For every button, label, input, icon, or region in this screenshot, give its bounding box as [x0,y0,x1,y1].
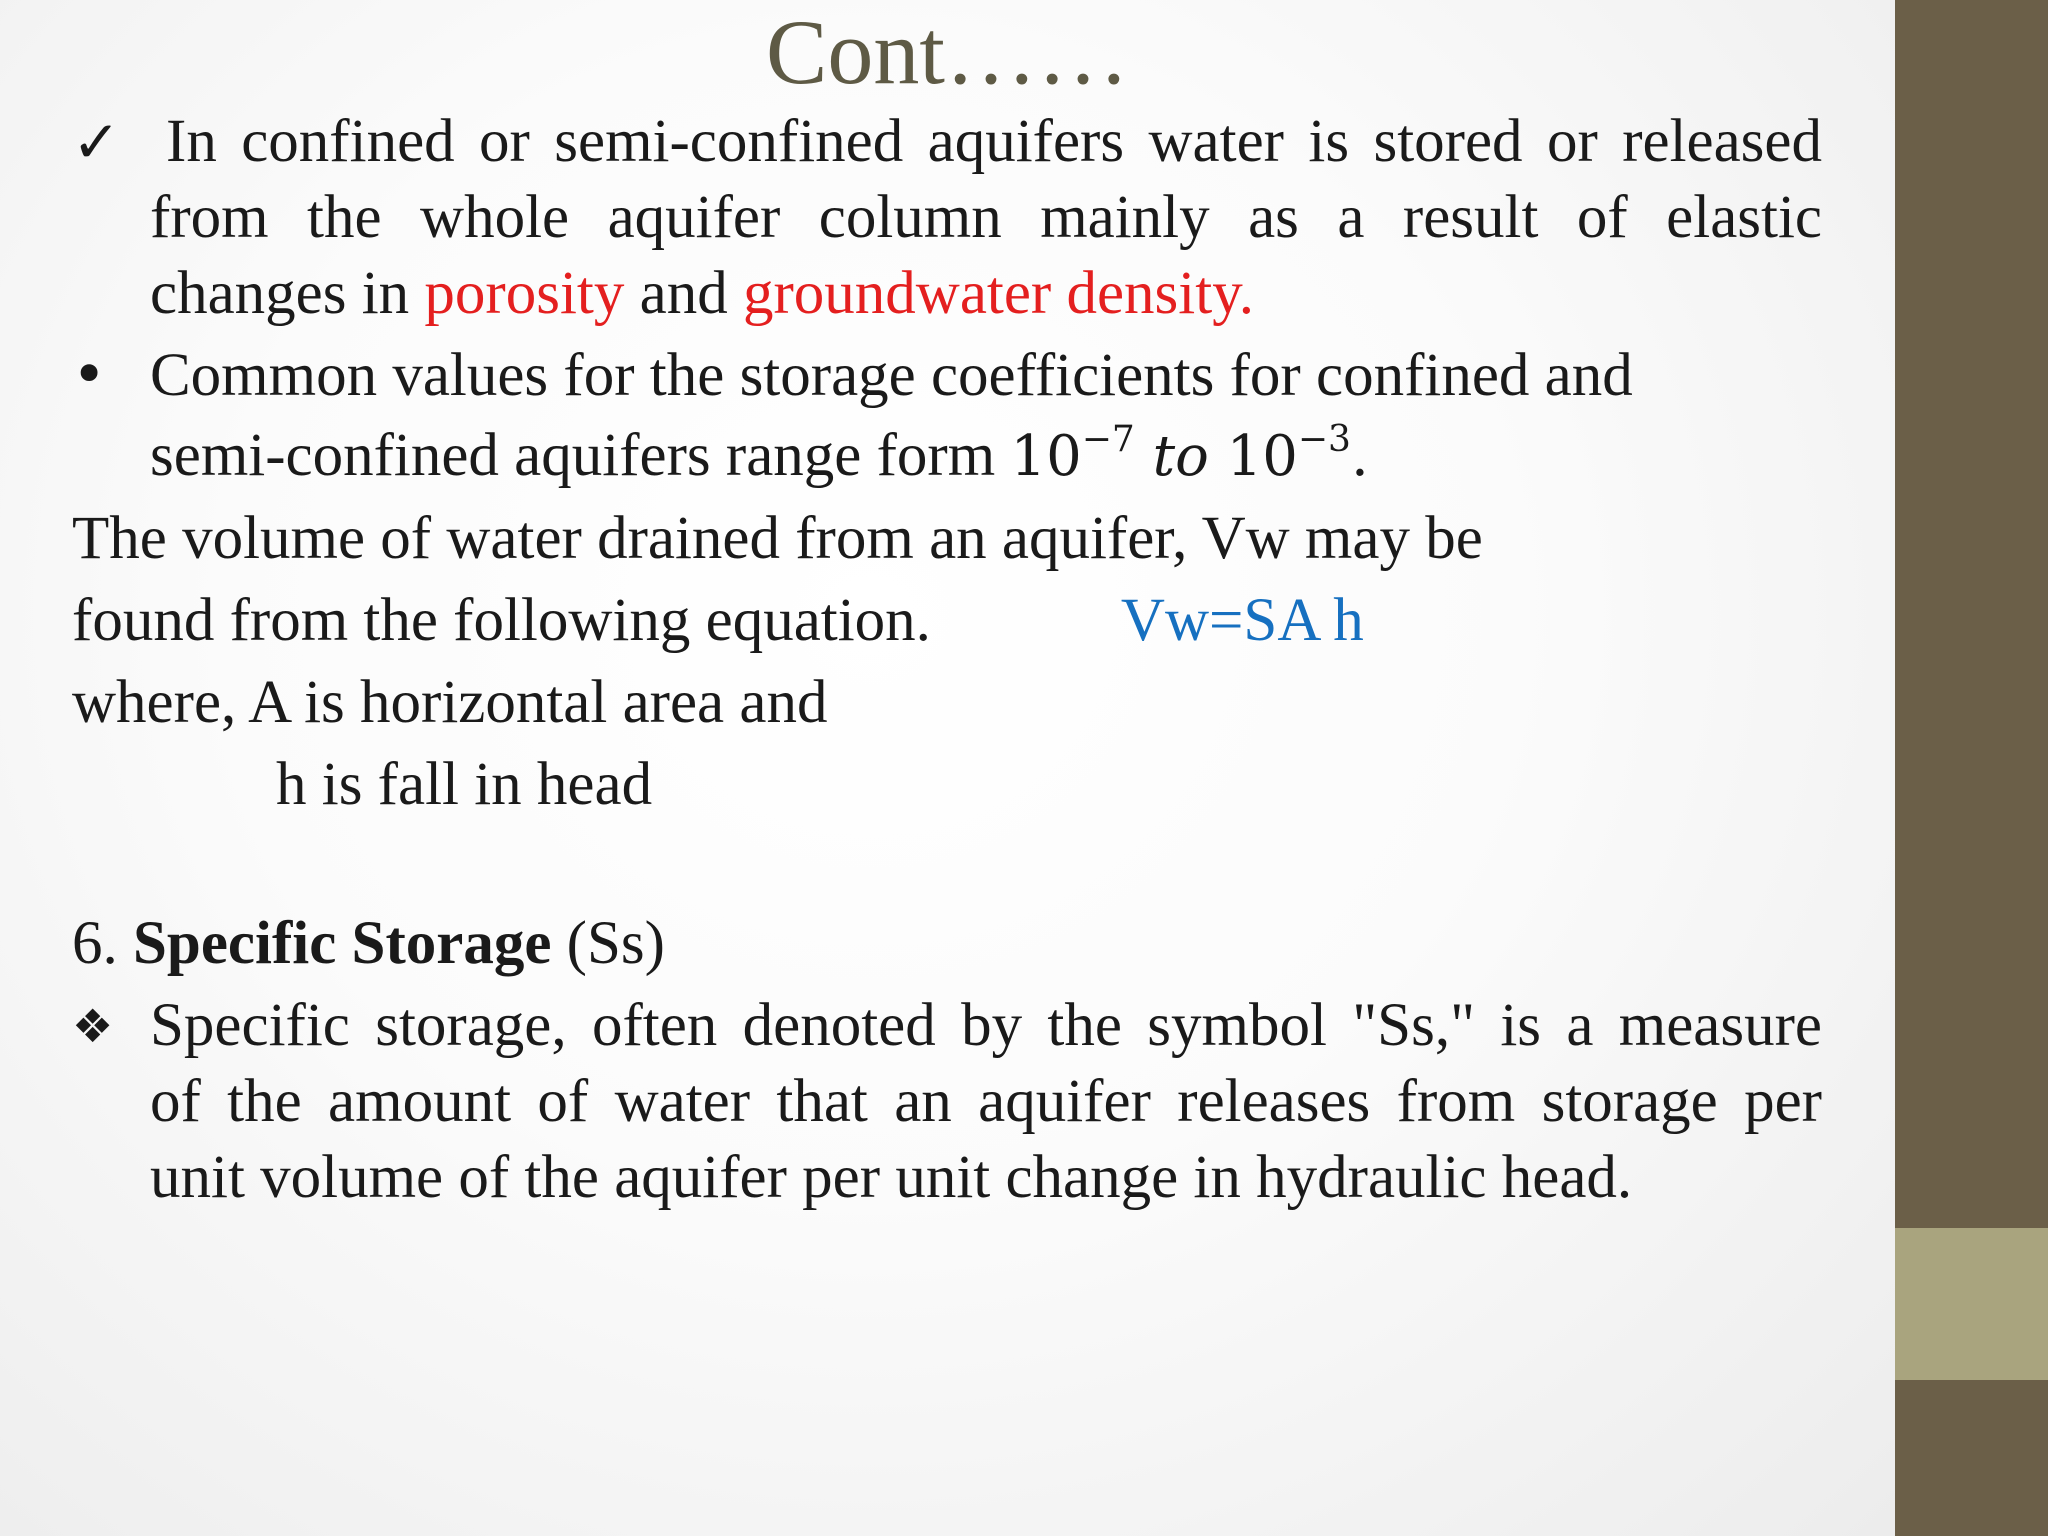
side-stripe-light [1895,1228,2048,1380]
bullet3-line2: of the amount of water that an aquifer releases from storage per [150,1068,1822,1135]
side-stripe-dark-top [1895,0,2048,1228]
bullet3-line1: Specific storage, often denoted by the symbol "Ss," is a measure [150,992,1822,1059]
volume-paragraph [72,498,1852,826]
volume-equation: Vw=SA h [1120,587,1364,654]
checkmark-icon: ✓ [72,108,121,176]
bullet-confined-storage [150,104,1822,332]
bullet2-line2: semi-confined aquifers range form $10^{-7}$ to $10^{-3}$. [150,419,1369,489]
volume-line1: The volume of water drained from an aquifer, Vw may be [72,505,1483,572]
diamond-bullet-icon: ❖ [72,999,114,1053]
bullet3-line3: unit volume of the aquifer per unit change in hydraulic head. [150,1144,1633,1211]
volume-line3: where, A is horizontal area and [72,669,828,736]
side-stripe-dark-bottom [1895,1380,2048,1536]
bullet1-line3: changes in porosity and groundwater density. [150,260,1254,327]
section-heading-bold: Specific Storage [133,910,552,977]
groundwater-density-highlight: groundwater density. [742,260,1254,327]
bullet-dot-icon: • [72,340,107,408]
bullet-storage-coefficients [150,336,1850,497]
slide-title: Cont…… [766,1,1129,103]
bullet1-line1: In confined or semi-confined aquifers water is stored or released [166,108,1822,175]
bullet2-line1: Common values for the storage coefficients for confined and [150,342,1633,409]
section-heading: 6. Specific Storage (Ss) [72,910,665,977]
volume-line2: found from the following equation. Vw=SA h [72,587,1364,654]
volume-line4: h is fall in head [276,751,653,818]
bullet-specific-storage [150,988,1822,1216]
porosity-highlight: porosity [424,260,625,327]
bullet1-line2: from the whole aquifer column mainly as a result of elastic [150,184,1822,251]
coefficient-range-math: $10^{-7}$ to $10^{-3}$. [1010,419,1369,489]
